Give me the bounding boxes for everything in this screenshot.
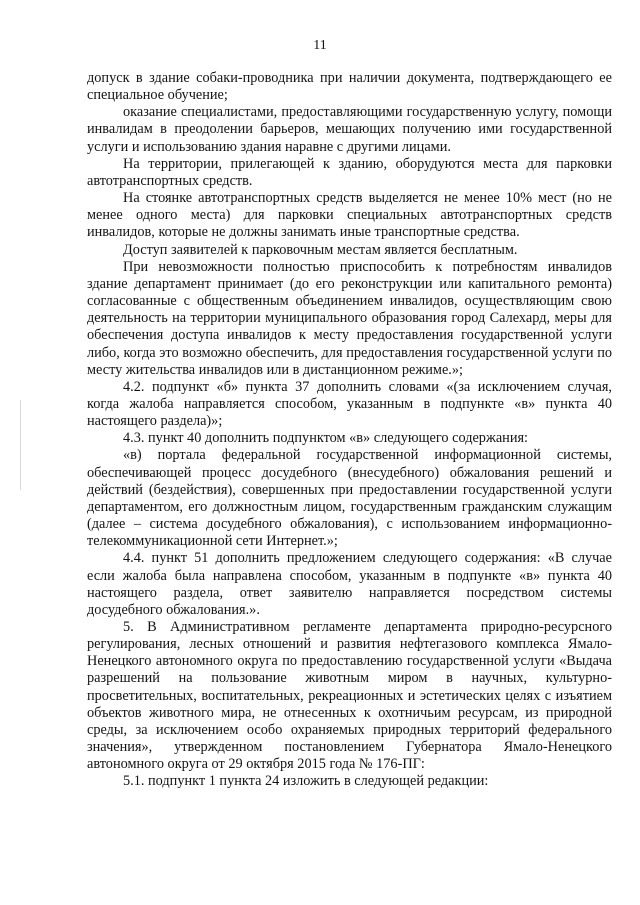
paragraph-item-4-2: 4.2. подпункт «б» пункта 37 дополнить словами «(за исключением случая, когда жалоба направляется способом, указанным в подпункте «в» пункта 40 настоящего раздела)»; bbox=[87, 378, 612, 430]
paragraph-item-5-1: 5.1. подпункт 1 пункта 24 изложить в следующей редакции: bbox=[123, 773, 489, 790]
paragraph-parking-territory: На территории, прилегающей к зданию, оборудуются места для парковки автотранспортных средств. bbox=[87, 155, 612, 189]
document-body bbox=[87, 70, 612, 791]
paragraph-guide-dog-access: допуск в здание собаки-проводника при наличии документа, подтверждающего ее специальное обучение; bbox=[87, 70, 612, 104]
paragraph-item-4-3: 4.3. пункт 40 дополнить подпунктом «в» следующего содержания: bbox=[123, 430, 529, 447]
paragraph-accessibility-measures: При невозможности полностью приспособить к потребностям инвалидов здание департамент принимает (до его реконструкции или капитального ремонта) согласованные с общественным объединением инвалидов, осуществляющим свою деятельность на территории муниципального образования город Салехард, меры для обеспечения доступа инвалидов к месту предоставления государственной услуги либо, когда это возможно обеспечить, для предоставления государственной услуги по месту жительства инвалидов или в дистанционном режиме.»; bbox=[87, 258, 612, 378]
paragraph-free-parking: Доступ заявителей к парковочным местам является бесплатным. bbox=[123, 241, 518, 258]
paragraph-disabled-parking-quota: На стоянке автотранспортных средств выделяется не менее 10% мест (но не менее одного места) для парковки специальных автотранспортных средств инвалидов, которые не должны занимать иные транспортные средства. bbox=[87, 190, 612, 241]
scan-margin-mark bbox=[20, 400, 21, 490]
paragraph-item-5: 5. В Административном регламенте департамента природно-ресурсного регулирования, лесных отношений и развития нефтегазового комплекса Ямало-Ненецкого автономного округа по предоставлению государственной услуги «Выдача разрешений на пользование животным миром в научных, культурно-просветительных, воспитательных, рекреационных и эстетических целях с изъятием объектов животного мира, не отнесенных к охотничьим ресурсам, из природной среды, за исключением особо охраняемых природных территорий федерального значения», утвержденном постановлением Губернатора Ямало-Ненецкого автономного округа от 29 октября 2015 года № 176-ПГ: bbox=[87, 619, 612, 773]
paragraph-item-4-4: 4.4. пункт 51 дополнить предложением следующего содержания: «В случае если жалоба была направлена способом, указанным в подпункте «в» пункта 40 настоящего раздела, ответ заявителю направляется посредством системы досудебного обжалования.». bbox=[87, 550, 612, 618]
paragraph-subitem-v: «в) портала федеральной государственной информационной системы, обеспечивающей процесс досудебного (внесудебного) обжалования решений и действий (бездействия), совершенных при предоставлении государственной услуги департаментом, его должностным лицом, государственным гражданским служащим (далее – система досудебного обжалования), с использованием информационно-телекоммуникационной сети Интернет.»; bbox=[87, 447, 612, 550]
page-number: 11 bbox=[313, 38, 327, 53]
paragraph-specialist-assistance: оказание специалистами, предоставляющими государственную услугу, помощи инвалидам в преодолении барьеров, мешающих получению ими государственной услуги и использованию здания наравне с другими лицами. bbox=[87, 104, 612, 155]
